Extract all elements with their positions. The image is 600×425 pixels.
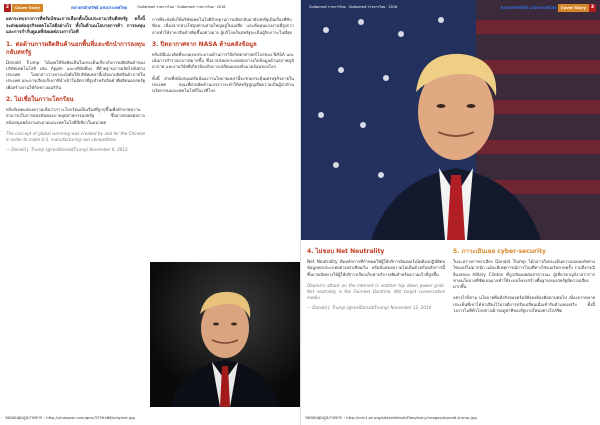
right-column-1 bbox=[307, 245, 445, 311]
paragraph-7: ในระหว่างการหาเสียง Donald Trump ได้กล่าวถึงประเด็นความปลอดภัยทางไซเบอร์ไม่มากนัก แม้จะมีเหตุการณ์การโจมตีทางไซเบอร์หลายครั้ง รวมถึงกรณีอีเมลของ Hillary Clinton ที่ถูกเปิดเผยต่อสาธารณะ ผู้เชี่ยวชาญกังวลว่าการขาดนโยบายที่ชัดเจนอาจทำให้ระบบโครงสร้างพื้นฐานของสหรัฐมีความเสี่ยงมากขึ้น bbox=[453, 259, 595, 290]
paragraph-4: ทรัมป์มีแนวคิดที่จะลดงบประมาณด้านการวิจัยวิทยาศาสตร์โลกของ NASA และเน้นการสำรวจอวกาศมากขึ้น ซึ่งอาจส่งผลกระทบต่อการเก็บข้อมูลด้านสภาพภูมิอากาศ และงานวิจัยที่เกี่ยวข้องกับการเปลี่ยนแปลงสิ่งแวดล้อมของโลก bbox=[152, 51, 294, 70]
subheading-4: 4. ไม่ชอบ Net Neutrality bbox=[307, 248, 385, 255]
quote-text: The concept of global warming was created by and for the Chinese in order to make U.S. manufacturing non-competitive. bbox=[6, 130, 145, 142]
quote-source: — Donald J. Trump (@realDonaldTrump) November 6, 2012 bbox=[6, 146, 128, 152]
subheading-1: 1. ต่อต้านการผลิตสินค้านอกพื้นที่และชักนำการลงทุนกลับสหรัฐ bbox=[6, 40, 145, 56]
lead-paragraph: ผลกระทบจากการที่ทรัมป์ชนะการเลือกตั้งเป็นประธานาธิบดีสหรัฐ ครั้งนี้ จะส่งผลต่อธุรกิจเทคโนโลยีอย่างไร ทั้งในด้านนโยบายการค้า การลงทุน และการกำกับดูแลที่ส่งผลต่อวงการไอที bbox=[6, 17, 145, 35]
section-label: Cover Story bbox=[558, 4, 589, 12]
paragraph-3: การที่จะบังคับให้บริษัทเทคโนโลยีย้ายฐานการผลิตกลับมายังสหรัฐเป็นเรื่องที่ซับซ้อน เนื่องจากห่วงโซ่อุปทานส่วนใหญ่อยู่ในเอเชีย และต้นทุนแรงงานที่สูงกว่าอาจทำให้ราคาสินค้าเพิ่มขึ้นอย่างมาก ผู้บริโภคในสหรัฐจะเป็นผู้รับภาระในที่สุด bbox=[152, 17, 294, 35]
trump-flag-photo bbox=[301, 0, 600, 240]
trump-portrait-photo bbox=[150, 262, 300, 407]
subheading-2: 2. ไม่เชื่อในภาวะโลกร้อน bbox=[6, 95, 74, 103]
magazine-name: ตลาดหลักทรัพย์ แห่งประเทศไทย bbox=[71, 5, 128, 10]
portrait-illustration bbox=[150, 262, 300, 407]
quote-text: Obama's attack on the internet is another top down power grab. Net neutrality is the Fairness Doctrine. Will target conservative media. bbox=[307, 282, 445, 300]
paragraph-5: ทั้งนี้ ฝ่ายที่สนับสนุนทรัมป์มองว่านโยบายเหล่านี้จะช่วยกระตุ้นเศรษฐกิจภายในประเทศ ขณะที่ฝ่ายคัดค้านเกรงว่าจะทำให้สหรัฐสูญเสียความเป็นผู้นำด้านนวัตกรรมและเทคโนโลยีในเวทีโลก bbox=[152, 75, 294, 94]
magazine-name: ตลาดหลักทรัพย์ แห่งประเทศไทย bbox=[500, 5, 557, 10]
subheading-3: 3. ปิดอากาศจาก NASA ด้านคลังข้อมูล bbox=[152, 40, 257, 48]
subheading-5: 5. ภาวะเมินเฉย cyber-security bbox=[453, 248, 546, 255]
page-number: 3 bbox=[590, 5, 595, 10]
page-header bbox=[4, 2, 296, 13]
right-page bbox=[300, 0, 600, 425]
quote-source: — Donald J. Trump (@realDonaldTrump) November 12, 2014 bbox=[307, 304, 432, 310]
issue-info: Guitarmoll ราชการไทย · Guitarmoll ราชการไทย · 2016 bbox=[309, 5, 398, 9]
page-number: 2 bbox=[5, 5, 10, 10]
paragraph-1: Donald Trump ได้เคยให้ข้อคิดเห็นในประเด็นเกี่ยวกับการผลิตสินค้าของบริษัทเทคโนโลยี เช่น Apple และบริษัทอื่นๆ ที่ย้ายฐานการผลิตไปยังต่างประเทศ โดยกล่าวว่าเขาจะบังคับให้บริษัทเหล่านี้กลับมาผลิตสินค้าภายในประเทศ และอาจเรียกเก็บภาษีนำเข้าในอัตราที่สูงสำหรับสินค้าที่ผลิตนอกสหรัฐ เพื่อสร้างงานให้กับชาวอเมริกัน bbox=[6, 59, 145, 90]
photo-credit: ขอขอบคุณรูปภาพจาก : http://shutpost.com/gen/3759466/original.jpg bbox=[5, 415, 135, 420]
flag-portrait-illustration bbox=[301, 0, 600, 240]
photo-credit: ขอขอบคุณรูปภาพจาก : http://cdn1.pt.org/sites/default/files/story/images/donald-trump.jpg bbox=[305, 415, 477, 420]
left-column-1 bbox=[6, 17, 145, 153]
right-column-2 bbox=[453, 245, 595, 319]
paragraph-2: ทรัมป์เคยแสดงความเห็นว่าภาวะโลกร้อนเป็นเรื่องที่ถูกกุขึ้นเพื่อทำลายความสามารถในการแข่งขันของภาคอุตสาหกรรมสหรัฐ ซึ่งอาจส่งผลต่อการสนับสนุนพลังงานสะอาดและเทคโนโลยีสีเขียวในอนาคต bbox=[6, 106, 145, 125]
issue-info: Guitarmoll ราชการไทย · Guitarmoll ราชการไทย · 2016 bbox=[137, 5, 226, 9]
page-header bbox=[305, 2, 596, 13]
paragraph-8: อย่างไรก็ตาม นโยบายที่แท้จริงของทรัมป์ยังคงต้องติดตามต่อไป เนื่องจากหลายประเด็นที่เขาได้หาเสียงไว้อาจมีการปรับเปลี่ยนเมื่อเข้ารับตำแหน่งจริง ทั้งนี้วงการไอทีทั่วโลกต่างเฝ้ารอดูท่าทีของรัฐบาลใหม่อย่างใกล้ชิด bbox=[453, 295, 595, 314]
left-column-2 bbox=[152, 17, 294, 100]
paragraph-6: Net Neutrality คือหลักการที่กำหนดให้ผู้ให้บริการอินเทอร์เน็ตต้องปฏิบัติต่อข้อมูลทุกประเภทอย่างเท่าเทียมกัน ทรัมป์แสดงความไม่เห็นด้วยกับหลักการนี้ ซึ่งอาจเปิดทางให้ผู้ให้บริการเรียกเก็บค่าบริการเพิ่มสำหรับความเร็วที่สูงขึ้น bbox=[307, 259, 445, 277]
section-label: Cover Story bbox=[12, 4, 43, 12]
